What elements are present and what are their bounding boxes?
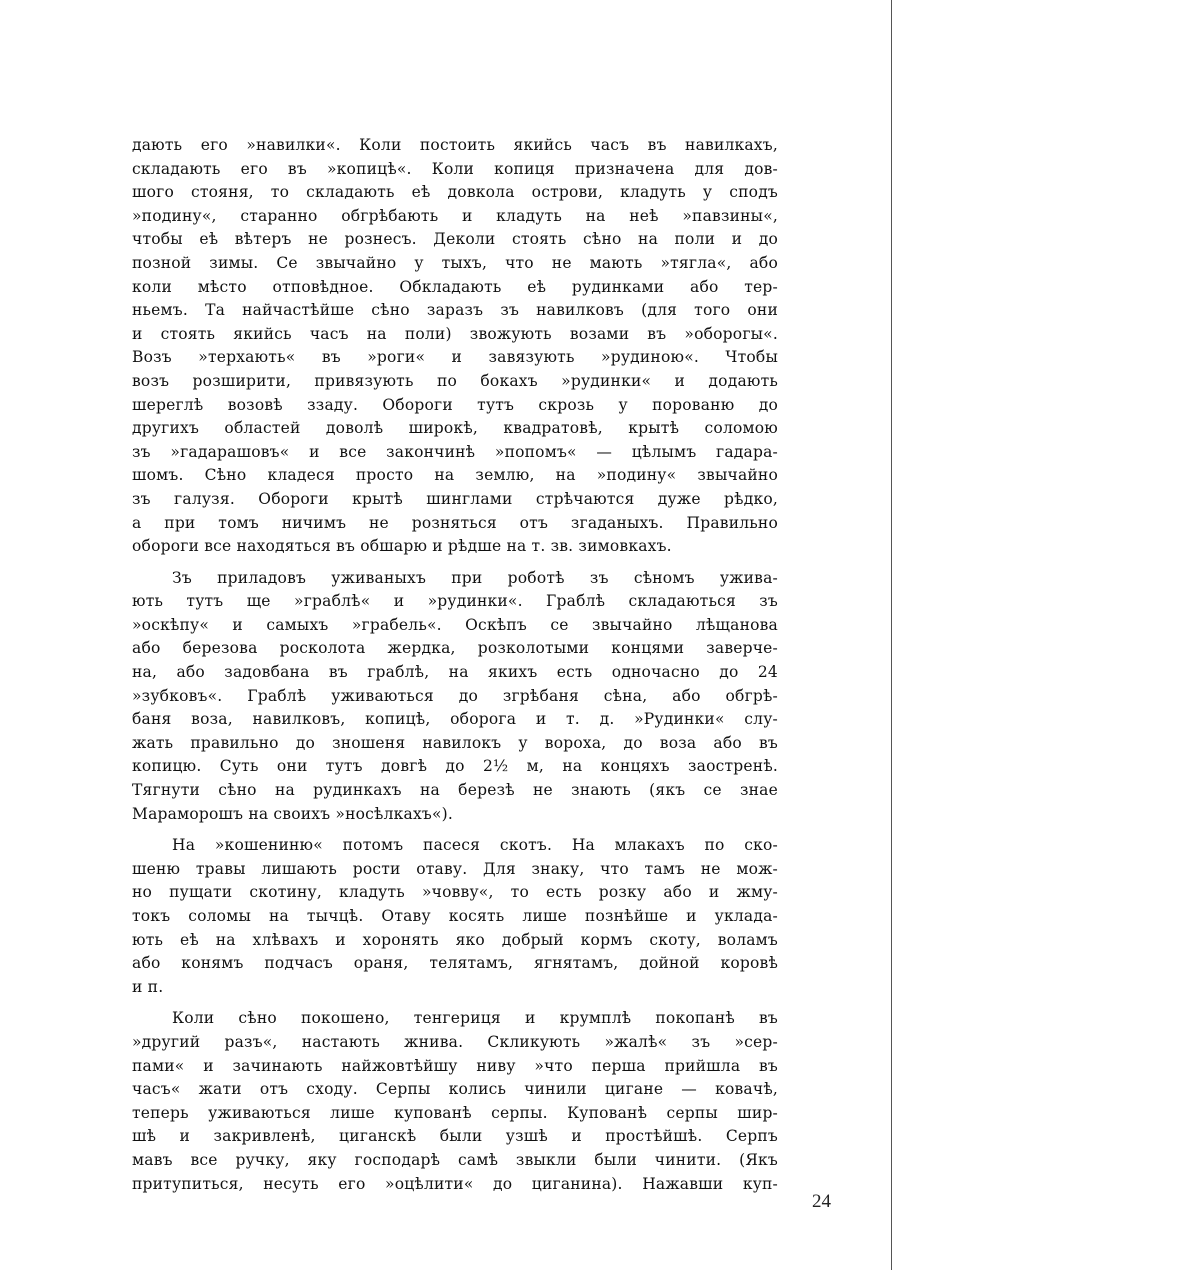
text-line: пами« и зачинають найжовтѣйшу ниву »что перша прийшла въ	[132, 1056, 778, 1075]
text-line: шеню травы лишають рости отаву. Для знаку, что тамъ не мож-	[132, 859, 778, 878]
text-line: чтобы еѣ вѣтеръ не рознесъ. Деколи стоять сѣно на поли и до	[132, 230, 778, 249]
text-line: и п.	[132, 977, 164, 996]
text-line: »другий разъ«, настають жнива. Скликують »жалѣ« зъ »сер-	[132, 1032, 778, 1051]
text-line: дають его »навилки«. Коли постоить якийсь часъ въ навилкахъ,	[132, 136, 778, 154]
text-line: теперь уживаються лише купованѣ серпы. Купованѣ серпы шир-	[132, 1103, 778, 1122]
text-line: На »кошениню« потомъ пасеся скотъ. На млакахъ по ско-	[172, 836, 778, 855]
text-line: складають его въ »копицѣ«. Коли копиця призначена для дов-	[132, 159, 778, 178]
text-line: мавъ все ручку, яку господарѣ самѣ звыкли были чинити. (Якъ	[132, 1150, 778, 1169]
text-line: ють еѣ на хлѣвахъ и хоронять яко добрый кормъ скоту, воламъ	[132, 930, 778, 949]
text-line: зъ галузя. Обороги крытѣ шинглами стрѣчаются дуже рѣдко,	[132, 489, 778, 508]
text-line: притупиться, несуть его »оцѣлити« до циганина). Нажавши куп-	[132, 1174, 778, 1193]
text-line: шереглѣ возовѣ ззаду. Обороги тутъ скрозь у порованю до	[132, 395, 778, 414]
text-line: копицю. Суть они тутъ довгѣ до 2½ м, на концяхъ заостренѣ.	[132, 757, 778, 776]
paragraph-2	[132, 567, 778, 827]
text-line: »зубковъ«. Граблѣ уживаються до згрѣбаня сѣна, або обгрѣ-	[132, 686, 778, 705]
text-line: возъ розширити, привязують по бокахъ »рудинки« и додають	[132, 371, 778, 390]
text-line: ють тутъ ще »граблѣ« и »рудинки«. Граблѣ складаються зъ	[132, 592, 778, 611]
text-line: другихъ областей доволѣ широкѣ, квадратовѣ, крытѣ соломою	[132, 419, 778, 438]
paragraph-gap	[132, 559, 778, 567]
text-line: зъ »гадарашовъ« и все закончинѣ »попомъ« — цѣлымъ гадара-	[132, 442, 778, 461]
text-line: Мараморошъ на своихъ »носѣлкахъ«).	[132, 804, 454, 823]
text-line: но пущати скотину, кладуть »човву«, то есть розку або и жму-	[132, 883, 778, 902]
body-text	[132, 134, 778, 1196]
text-line: баня воза, навилковъ, копицѣ, оборога и т. д. »Рудинки« слу-	[132, 710, 778, 729]
paragraph-3	[132, 834, 778, 999]
text-line: ньемъ. Та найчастѣйше сѣно заразъ зъ навилковъ (для того они	[132, 301, 778, 320]
paragraph-4	[132, 1007, 778, 1196]
text-line: на, або задовбана въ граблѣ, на якихъ есть одночасно до 24	[132, 663, 778, 682]
page-number: 24	[812, 1191, 831, 1212]
text-line: и стоять якийсь часъ на поли) звожують возами въ »оборогы«.	[132, 324, 778, 343]
text-line: а при томъ ничимъ не розняться отъ згаданыхъ. Правильно	[132, 513, 778, 532]
text-line: коли мѣсто отповѣдное. Обкладають еѣ рудинками або тер-	[132, 277, 778, 296]
text-line: шого стояня, то складають еѣ довкола острови, кладуть у сподъ	[132, 183, 778, 202]
text-line: або березова роскoлoта жердка, розколотыми концями заверче-	[132, 639, 778, 658]
text-line: шѣ и закривленѣ, циганскѣ были узшѣ и простѣйшѣ. Серпъ	[132, 1127, 778, 1146]
text-line: обороги все находяться въ обшарю и рѣдше на т. зв. зимовкахъ.	[132, 537, 672, 556]
text-line: або конямъ подчасъ ораня, телятамъ, ягнятамъ, дойной коровѣ	[132, 954, 778, 973]
text-line: Зъ приладовъ уживаныхъ при роботѣ зъ сѣномъ ужива-	[172, 568, 778, 587]
text-line: Тягнути сѣно на рудинкахъ на березѣ не знають (якъ се знае	[132, 781, 778, 800]
paragraph-gap	[132, 826, 778, 834]
text-line: часъ« жати отъ сходу. Серпы колись чинили цигане — ковачѣ,	[132, 1080, 778, 1099]
text-line: »подину«, старанно обгрѣбають и кладуть на неѣ »павзины«,	[132, 206, 778, 225]
text-line: Возъ »терхають« въ »роги« и завязують »рудиною«. Чтобы	[132, 348, 778, 367]
paragraph-gap	[132, 999, 778, 1007]
text-line: позной зимы. Се звычайно у тыхъ, что не мають »тягла«, або	[132, 253, 778, 272]
text-line: »оскѣпу« и самыхъ »грабель«. Оскѣпъ се звычайно лѣщанова	[132, 615, 778, 634]
text-line: Коли сѣно покошено, тенгериця и крумплѣ покопанѣ въ	[172, 1009, 778, 1028]
text-line: шомъ. Сѣно кладеся просто на землю, на »подину« звычайно	[132, 466, 778, 485]
text-line: жать правильно до зношеня навилокъ у вороха, до воза або въ	[132, 733, 778, 752]
text-line: токъ соломы на тычцѣ. Отаву косять лише познѣйше и уклада-	[132, 907, 778, 925]
paragraph-1	[132, 134, 778, 559]
